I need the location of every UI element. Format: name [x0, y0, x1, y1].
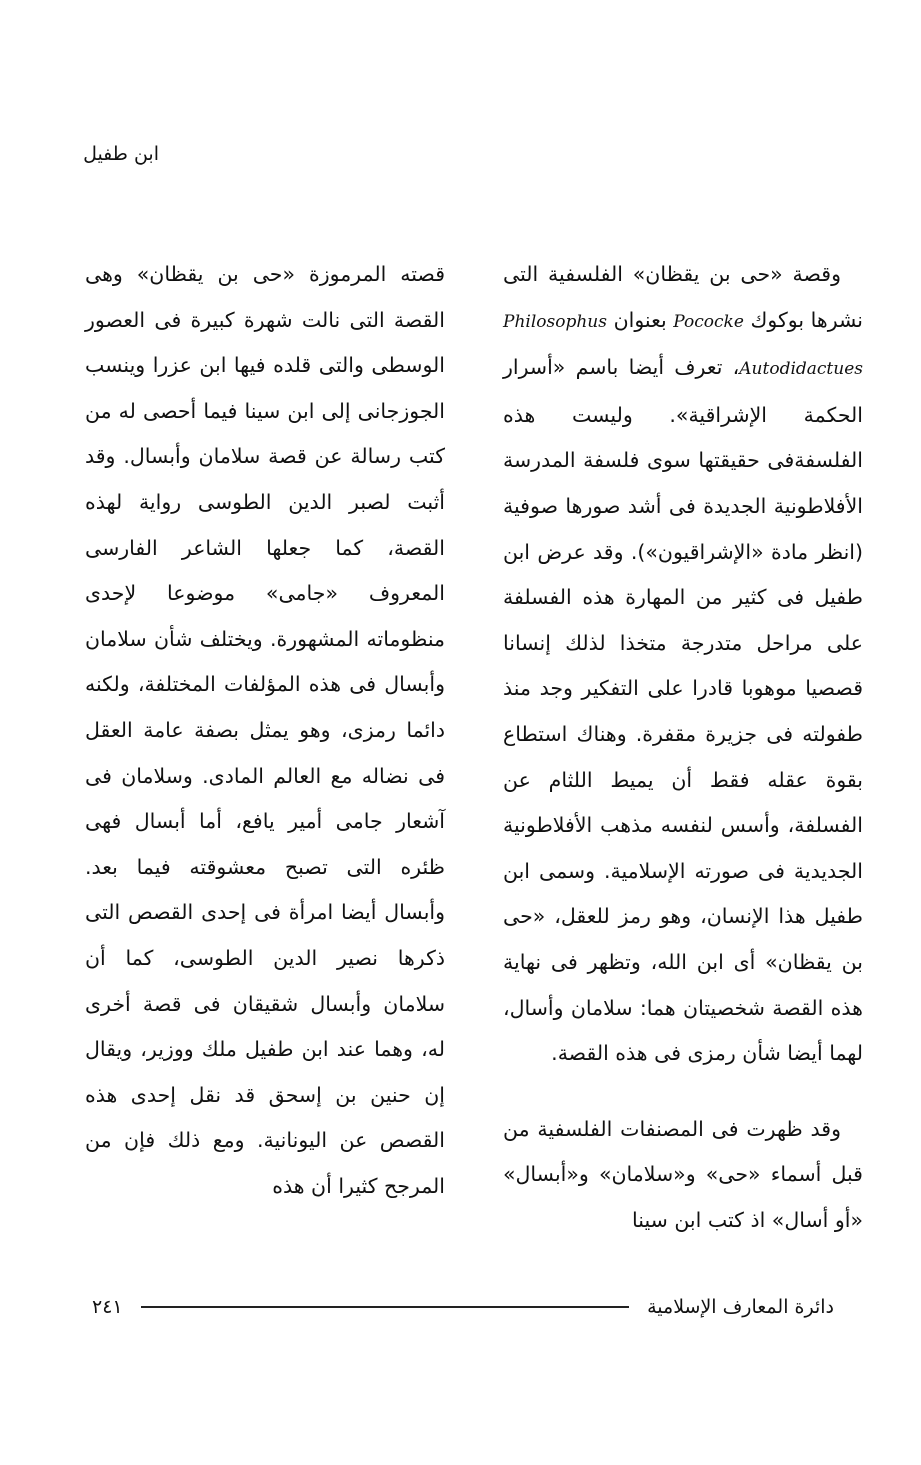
latin-book-title: Philosophus Autodidactues: [503, 311, 863, 380]
right-text-column: [503, 252, 863, 1243]
running-head: ابن طفيل: [83, 143, 159, 165]
page-footer: [92, 1292, 834, 1322]
paragraph-salaman-absal: قصته المرموزة «حى بن يقظان» وهى القصة التى نالت شهرة كبيرة فى العصور الوسطى والتى قلده فيها ابن عزرا وينسب الجوزجانى إلى ابن سينا فيما أحصى له من كتب رسالة عن قصة سلامان وأبسال. وقد أثبت لصبر الدين الطوسى رواية لهذه القصة، كما جعلها الشاعر الفارسى المعروف «جامى» موضوعا لإحدى منظوماته المشهورة. ويختلف شأن سلامان وأبسال فى هذه المؤلفات المختلفة، ولكنه دائما رمزى، وهو يمثل بصفة عامة العقل فى نضاله مع العالم المادى. وسلامان فى آشعار جامى أمير يافع، أما أبسال فهى ظئره التى تصبح معشوقته فيما بعد. وأبسال أيضا امرأة فى إحدى القصص التى ذكرها نصير الدين الطوسى، كما أن سلامان وأبسال شقيقان فى قصة أخرى له، وهما عند ابن طفيل ملك ووزير، ويقال إن حنين بن إسحق قد نقل إحدى هذه القصص عن اليونانية. ومع ذلك فإن من المرجح كثيرا أن هذه: [85, 262, 445, 1198]
left-text-column: [85, 252, 445, 1209]
page-number: ٢٤١: [92, 1296, 123, 1318]
paragraph-text: وقصة «حى بن يقظان» الفلسفية التى نشرها بوكوك: [503, 262, 863, 332]
footer-journal-title: دائرة المعارف الإسلامية: [647, 1296, 834, 1318]
paragraph-text: ، تعرف أيضا باسم «أسرار الحكمة الإشراقية». وليست هذه الفلسفةفى حقيقتها سوى فلسفة المدرسة الأفلاطونية الجديدة فى أشد صورها صوفية (انظر مادة «الإشراقيون»). وقد عرض ابن طفيل فى كثير من المهارة هذه الفسلفة على مراحل متدرجة متخذا لذلك إنسانا قصصيا موهوبا قادرا على التفكير وجد منذ طفولته فى جزيرة مقفرة. وهناك استطاع بقوة عقله فقط أن يميط اللثام عن الفسلفة، وأسس لنفسه مذهب الأفلاطونية الجديدية فى صورته الإسلامية. وسمى ابن طفيل هذا الإنسان، وهو رمز للعقل، «حى بن يقظان» أى ابن الله، وتظهر فى نهاية هذه القصة شخصيتان هما: سلامان وأسال، لهما أيضا شأن رمزى فى هذه القصة.: [503, 355, 863, 1066]
footer-rule: [141, 1306, 629, 1308]
paragraph-hayy-story: [503, 252, 863, 1077]
latin-name-pococke: Pococke: [673, 311, 744, 332]
paragraph-text: بعنوان: [606, 307, 674, 332]
paragraph-names-origin: وقد ظهرت فى المصنفات الفلسفية من قبل أسماء «حى» و«سلامان» و«أبسال» «أو أسال» اذ كتب ابن سينا: [503, 1116, 863, 1232]
